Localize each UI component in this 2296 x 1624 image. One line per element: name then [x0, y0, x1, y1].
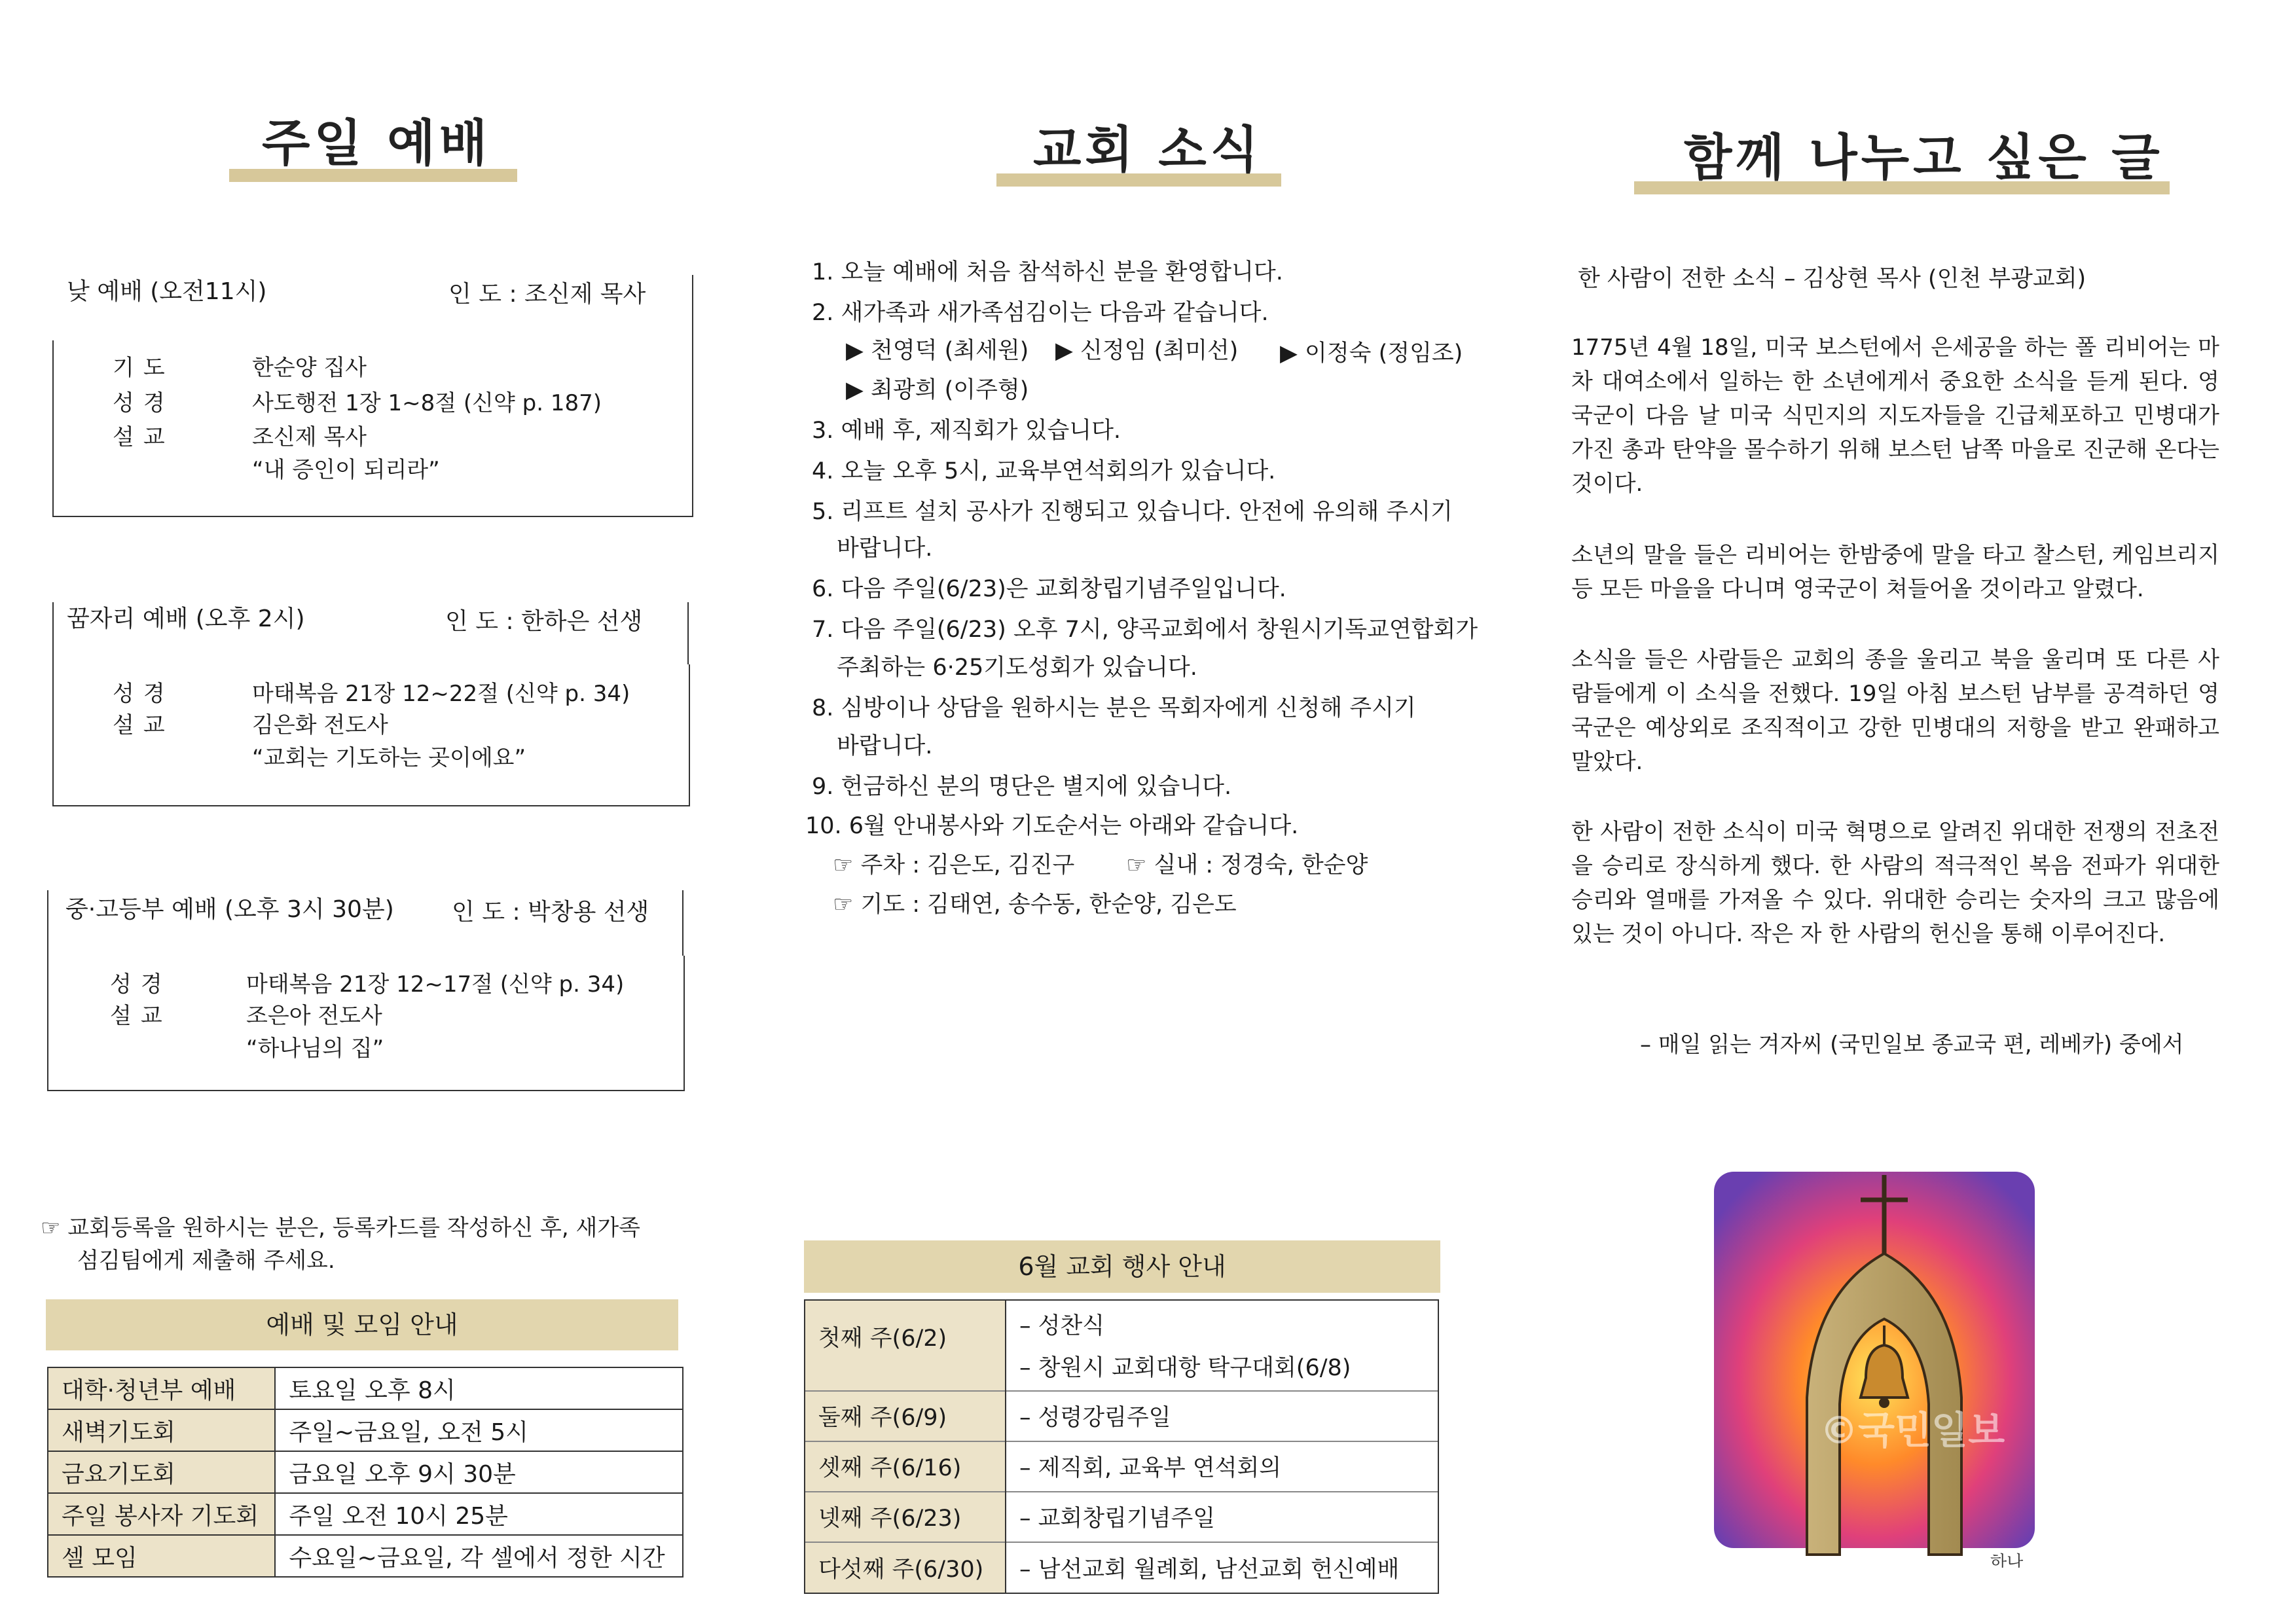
- box-right-edge: [687, 602, 689, 664]
- article-source: – 매일 읽는 겨자씨 (국민일보 종교국 편, 레베카) 중에서: [1640, 1032, 2184, 1058]
- registration-note-cont: 섬김팀에게 제출해 주세요.: [77, 1248, 335, 1274]
- events-box: [804, 1299, 1439, 1594]
- news-item-6: 6. 다음 주일(6/23)은 교회창립기념주일입니다.: [812, 576, 1286, 602]
- service-name: 낮 예배 (오전11시): [67, 278, 267, 305]
- table-row: [805, 1492, 1438, 1542]
- event-detail: [1006, 1301, 1438, 1391]
- schedule-name: 대학·청년부 예배: [48, 1367, 275, 1409]
- table-row: [805, 1301, 1438, 1391]
- table-row: [805, 1441, 1438, 1492]
- table-row: [805, 1542, 1438, 1593]
- service-name: 중·고등부 예배 (오후 3시 30분): [65, 896, 394, 923]
- table-row: [48, 1367, 683, 1409]
- table-row: [48, 1493, 683, 1535]
- new-family-4: ▶ 최광희 (이주형): [846, 377, 1029, 403]
- table-row: [48, 1409, 683, 1451]
- schedule-time: 주일 오전 10시 25분: [275, 1493, 683, 1535]
- article-paragraph: 한 사람이 전한 소식이 미국 혁명으로 알려진 위대한 전쟁의 전초전을 승리로 장식하게 했다. 한 사람의 적극적인 복음 전파가 위대한 승리와 열매를 가져올 수 있다. 위대한 승리는 숫자의 크고 많음에 있는 것이 아니다. 작은 자 한 사람의 헌신을 통해 이루어진다.: [1571, 819, 2219, 947]
- new-family-3: ▶ 이정숙 (정임조): [1280, 340, 1463, 367]
- table-row: [805, 1391, 1438, 1441]
- news-item-1: 1. 오늘 예배에 처음 참석하신 분을 환영합니다.: [812, 259, 1283, 285]
- article-paragraph: 소년의 말을 들은 리비어는 한밤중에 말을 타고 찰스턴, 케임브리지 등 모든 마을을 다니며 영국군이 쳐들어올 것이라고 알렸다.: [1571, 542, 2219, 602]
- preacher-value: 김은화 전도사: [252, 712, 388, 738]
- schedule-time: 토요일 오후 8시: [275, 1367, 683, 1409]
- service-name: 꿈자리 예배 (오후 2시): [67, 605, 305, 632]
- news-item-10: 10. 6월 안내봉사와 기도순서는 아래와 같습니다.: [805, 813, 1299, 839]
- box-right-edge: [682, 890, 683, 956]
- box-left-edge: [47, 890, 48, 956]
- box-left-edge: [52, 602, 54, 664]
- news-item-7: 7. 다음 주일(6/23) 오후 7시, 양곡교회에서 창원시기독교연합회가: [812, 617, 1478, 643]
- news-item-2: 2. 새가족과 새가족섬김이는 다음과 같습니다.: [812, 300, 1269, 326]
- label-sermon: 설교: [113, 424, 174, 450]
- sermon-title: “하나님의 집”: [246, 1036, 384, 1062]
- service-leader: 인 도 : 박창용 선생: [452, 899, 649, 926]
- news-title: 교회 소식: [1033, 120, 1263, 179]
- bell-tower-illustration: [1709, 1162, 2049, 1568]
- event-item: – 제직회, 교육부 연석회의: [1019, 1455, 1282, 1482]
- schedule-name: 셀 모임: [48, 1535, 275, 1577]
- table-row: [48, 1451, 683, 1493]
- label-scripture: 성경: [113, 681, 174, 707]
- event-week: 첫째 주(6/2): [805, 1301, 1006, 1391]
- events-title: 6월 교회 행사 안내: [804, 1240, 1440, 1293]
- share-title: 함께 나누고 싶은 글: [1684, 128, 2164, 187]
- schedule-table: [47, 1367, 683, 1578]
- event-week: 넷째 주(6/23): [805, 1492, 1006, 1542]
- schedule-name: 금요기도회: [48, 1451, 275, 1493]
- event-item: – 성찬식: [1019, 1313, 1105, 1340]
- service-leader: 인 도 : 조신제 목사: [448, 281, 646, 308]
- event-week: 둘째 주(6/9): [805, 1391, 1006, 1441]
- news-item-8: 8. 심방이나 상담을 원하시는 분은 목회자에게 신청해 주시기: [812, 695, 1416, 721]
- prayer-value: 한순양 집사: [252, 355, 367, 381]
- registration-note: ☞ 교회등록을 원하시는 분은, 등록카드를 작성하신 후, 새가족: [41, 1215, 641, 1241]
- news-item-5: 5. 리프트 설치 공사가 진행되고 있습니다. 안전에 유의해 주시기: [812, 499, 1453, 525]
- event-week: 다섯째 주(6/30): [805, 1542, 1006, 1593]
- event-week: 셋째 주(6/16): [805, 1441, 1006, 1492]
- label-scripture: 성경: [113, 390, 174, 416]
- article-paragraph: 1775년 4월 18일, 미국 보스턴에서 은세공을 하는 폴 리비어는 마차 대여소에서 일하는 한 소년에게서 중요한 소식을 듣게 된다. 영국군이 다음 날 미국 식민지의 지도자들을 긴급체포하고 민병대가 가진 총과 탄약을 몰수하기 위해 보스턴 남쪽 마을로 진군해 온다는 것이다.: [1571, 334, 2219, 497]
- worship-title: 주일 예배: [262, 114, 492, 172]
- preacher-value: 조신제 목사: [252, 424, 367, 450]
- new-family-1: ▶ 천영덕 (최세원): [846, 338, 1029, 364]
- news-item-3: 3. 예배 후, 제직회가 있습니다.: [812, 418, 1121, 444]
- label-prayer: 기도: [113, 355, 174, 381]
- schedule-time: 주일~금요일, 오전 5시: [275, 1409, 683, 1451]
- schedule-time: 금요일 오후 9시 30분: [275, 1451, 683, 1493]
- scripture-value: 마태복음 21장 12~22절 (신약 p. 34): [252, 681, 630, 707]
- duty-indoor: ☞ 실내 : 정경숙, 한순양: [1126, 852, 1368, 878]
- schedule-title: 예배 및 모임 안내: [46, 1299, 678, 1350]
- schedule-time: 수요일~금요일, 각 셀에서 정한 시간: [275, 1535, 683, 1577]
- schedule-name: 주일 봉사자 기도회: [48, 1493, 275, 1535]
- duty-parking: ☞ 주차 : 김은도, 김진구: [833, 852, 1075, 878]
- duty-prayer: ☞ 기도 : 김태연, 송수동, 한순양, 김은도: [833, 892, 1237, 918]
- schedule-name: 새벽기도회: [48, 1409, 275, 1451]
- label-scripture: 성경: [110, 971, 172, 998]
- sermon-title: “교회는 기도하는 곳이에요”: [252, 745, 526, 771]
- scripture-value: 사도행전 1장 1~8절 (신약 p. 187): [252, 390, 602, 416]
- news-item-9: 9. 헌금하신 분의 명단은 별지에 있습니다.: [812, 774, 1232, 800]
- article-subtitle: 한 사람이 전한 소식 – 김상현 목사 (인천 부광교회): [1578, 266, 2086, 292]
- news-item-8-cont: 바랍니다.: [837, 733, 933, 759]
- label-sermon: 설교: [110, 1003, 172, 1029]
- bell-tower-icon: [1709, 1162, 2049, 1568]
- event-item: – 창원시 교회대항 탁구대회(6/8): [1019, 1355, 1351, 1382]
- news-item-7-cont: 주최하는 6·25기도성회가 있습니다.: [837, 655, 1197, 681]
- news-item-5-cont: 바랍니다.: [837, 535, 933, 562]
- artist-signature: 하나: [1990, 1553, 2024, 1568]
- label-sermon: 설교: [113, 712, 174, 738]
- event-item: – 성령강림주일: [1019, 1405, 1171, 1432]
- scripture-value: 마태복음 21장 12~17절 (신약 p. 34): [246, 971, 625, 998]
- preacher-value: 조은아 전도사: [246, 1003, 382, 1029]
- event-item: – 남선교회 월례회, 남선교회 헌신예배: [1019, 1556, 1400, 1583]
- box-gap: [52, 275, 54, 340]
- table-row: [48, 1535, 683, 1577]
- news-item-4: 4. 오늘 오후 5시, 교육부연석회의가 있습니다.: [812, 458, 1276, 484]
- event-item: – 교회창립기념주일: [1019, 1506, 1216, 1532]
- new-family-2: ▶ 신정임 (최미선): [1055, 338, 1239, 364]
- service-leader: 인 도 : 한하은 선생: [445, 608, 643, 635]
- sermon-title: “내 증인이 되리라”: [252, 457, 440, 483]
- article-paragraph: 소식을 들은 사람들은 교회의 종을 울리고 북을 울리며 또 다른 사람들에게 이 소식을 전했다. 19일 아침 보스턴 남부를 공격하던 영국군은 예상외로 조직적이고 강한 민병대의 저항을 받고 완패하고 말았다.: [1571, 647, 2219, 775]
- watermark-text: ©국민일보: [1820, 1408, 2005, 1453]
